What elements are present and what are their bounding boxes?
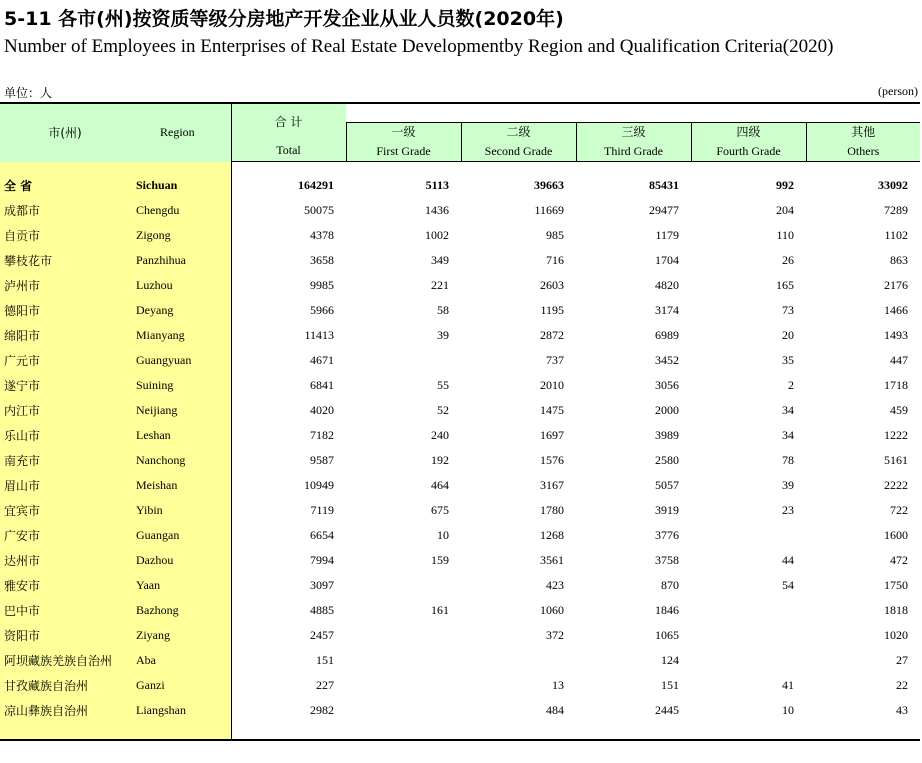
cell-fourth-grade: 20: [782, 328, 794, 342]
cell-fourth-grade: [691, 598, 806, 623]
cell-others: 7289: [884, 203, 908, 217]
cell-others: 863: [890, 253, 908, 267]
table-row: [0, 498, 920, 523]
region-name-cn: 乐山市: [0, 423, 130, 448]
table-row: [0, 598, 920, 623]
cell-third-grade: 124: [661, 653, 679, 667]
region-name-en: Bazhong: [130, 598, 231, 623]
table-row: [0, 373, 920, 398]
cell-third-grade: 85431: [649, 178, 679, 192]
cell-others: 1750: [884, 578, 908, 592]
header-grade-1-cn: 一级: [391, 125, 416, 139]
cell-first-grade: [346, 573, 461, 598]
cell-others: 1020: [884, 628, 908, 642]
cell-second-grade: 1268: [540, 528, 564, 542]
region-name-en: Nanchong: [130, 448, 231, 473]
region-name-en: Sichuan: [130, 173, 231, 198]
cell-total: 10949: [231, 473, 346, 498]
cell-third-grade: 3919: [655, 503, 679, 517]
table-row: [0, 248, 920, 273]
table-row: [0, 698, 920, 723]
cell-third-grade: 151: [661, 678, 679, 692]
cell-fourth-grade: 34: [782, 428, 794, 442]
table-row: [0, 623, 920, 648]
header-grade-3: [576, 123, 691, 162]
cell-fourth-grade: 41: [782, 678, 794, 692]
header-grade-4-cn: 四级: [736, 125, 761, 139]
cell-third-grade: 870: [661, 578, 679, 592]
region-name-cn: 巴中市: [0, 598, 130, 623]
cell-second-grade: 3167: [540, 478, 564, 492]
region-name-cn: 甘孜藏族自治州: [0, 673, 130, 698]
header-grade-3-en: Third Grade: [604, 144, 663, 158]
cell-others: 1718: [884, 378, 908, 392]
region-name-cn: 全 省: [0, 173, 130, 198]
cell-first-grade: 675: [431, 503, 449, 517]
cell-third-grade: 3452: [655, 353, 679, 367]
header-total: [231, 103, 346, 162]
cell-first-grade: 161: [431, 603, 449, 617]
cell-total: 5966: [231, 298, 346, 323]
cell-third-grade: 6989: [655, 328, 679, 342]
cell-total: 2982: [231, 698, 346, 723]
region-name-cn: 凉山彝族自治州: [0, 698, 130, 723]
cell-second-grade: 11669: [534, 203, 564, 217]
cell-fourth-grade: 34: [782, 403, 794, 417]
cell-first-grade: [346, 623, 461, 648]
cell-fourth-grade: 204: [776, 203, 794, 217]
region-name-cn: 宜宾市: [0, 498, 130, 523]
cell-second-grade: 484: [546, 703, 564, 717]
cell-first-grade: [346, 348, 461, 373]
region-name-cn: 眉山市: [0, 473, 130, 498]
cell-second-grade: 737: [546, 353, 564, 367]
cell-others: 459: [890, 403, 908, 417]
cell-total: 3097: [231, 573, 346, 598]
header-total-en: Total: [276, 143, 301, 157]
region-name-en: Chengdu: [130, 198, 231, 223]
table-row: [0, 398, 920, 423]
cell-first-grade: 464: [431, 478, 449, 492]
region-name-en: Neijiang: [130, 398, 231, 423]
cell-first-grade: 10: [437, 528, 449, 542]
cell-first-grade: 192: [431, 453, 449, 467]
cell-others: 22: [896, 678, 908, 692]
region-name-en: Guangyuan: [130, 348, 231, 373]
cell-others: 1818: [884, 603, 908, 617]
cell-first-grade: 349: [431, 253, 449, 267]
cell-total: 4378: [231, 223, 346, 248]
page-title-english: Number of Employees in Enterprises of Real Estate Developmentby Region and Qualification Criteria(2020): [4, 36, 834, 57]
region-name-en: Mianyang: [130, 323, 231, 348]
cell-total: 6841: [231, 373, 346, 398]
employees-table: [0, 102, 920, 741]
region-name-en: Yaan: [130, 573, 231, 598]
cell-total: 227: [231, 673, 346, 698]
cell-others: 33092: [878, 178, 908, 192]
cell-fourth-grade: [691, 648, 806, 673]
cell-first-grade: 58: [437, 303, 449, 317]
cell-fourth-grade: 10: [782, 703, 794, 717]
table-row: [0, 473, 920, 498]
cell-second-grade: 1780: [540, 503, 564, 517]
cell-others: 27: [896, 653, 908, 667]
cell-others: 2222: [884, 478, 908, 492]
cell-others: 722: [890, 503, 908, 517]
region-name-cn: 阿坝藏族羌族自治州: [0, 648, 130, 673]
cell-first-grade: 1002: [425, 228, 449, 242]
header-grade-other-cn: 其他: [851, 125, 876, 139]
cell-fourth-grade: 39: [782, 478, 794, 492]
cell-third-grade: 29477: [649, 203, 679, 217]
region-name-cn: 德阳市: [0, 298, 130, 323]
region-name-cn: 资阳市: [0, 623, 130, 648]
region-name-cn: 攀枝花市: [0, 248, 130, 273]
header-grade-2-cn: 二级: [506, 125, 531, 139]
region-name-en: Ziyang: [130, 623, 231, 648]
region-name-cn: 绵阳市: [0, 323, 130, 348]
header-grade-1-en: First Grade: [376, 144, 431, 158]
region-name-cn: 广安市: [0, 523, 130, 548]
cell-second-grade: 39663: [534, 178, 564, 192]
region-name-cn: 南充市: [0, 448, 130, 473]
cell-total: 7119: [231, 498, 346, 523]
cell-third-grade: 5057: [655, 478, 679, 492]
table-row: [0, 573, 920, 598]
cell-first-grade: 159: [431, 553, 449, 567]
cell-total: 4020: [231, 398, 346, 423]
table-row: [0, 423, 920, 448]
cell-third-grade: 2000: [655, 403, 679, 417]
cell-second-grade: [461, 648, 576, 673]
cell-third-grade: 1846: [655, 603, 679, 617]
table-row: [0, 548, 920, 573]
cell-first-grade: 55: [437, 378, 449, 392]
region-name-en: Aba: [130, 648, 231, 673]
cell-fourth-grade: 23: [782, 503, 794, 517]
cell-total: 7182: [231, 423, 346, 448]
page-title-chinese: 5-11 各市(州)按资质等级分房地产开发企业从业人员数(2020年): [4, 8, 564, 30]
header-total-cn: 合 计: [274, 115, 303, 129]
region-name-en: Guangan: [130, 523, 231, 548]
cell-others: 1222: [884, 428, 908, 442]
cell-third-grade: 1065: [655, 628, 679, 642]
cell-third-grade: 3056: [655, 378, 679, 392]
cell-others: 1102: [884, 228, 908, 242]
region-name-cn: 达州市: [0, 548, 130, 573]
header-region-en: Region: [130, 103, 231, 162]
table-row: [0, 523, 920, 548]
cell-third-grade: 2580: [655, 453, 679, 467]
cell-total: 50075: [231, 198, 346, 223]
header-grade-other-en: Others: [847, 144, 880, 158]
table-row: [0, 198, 920, 223]
cell-second-grade: 985: [546, 228, 564, 242]
table-body: [0, 162, 920, 741]
cell-total: 11413: [231, 323, 346, 348]
cell-fourth-grade: 26: [782, 253, 794, 267]
region-name-cn: 广元市: [0, 348, 130, 373]
header-grade-other: [806, 123, 920, 162]
region-name-en: Zigong: [130, 223, 231, 248]
cell-second-grade: 2010: [540, 378, 564, 392]
cell-third-grade: 3989: [655, 428, 679, 442]
cell-total: 164291: [231, 173, 346, 198]
header-grade-4: [691, 123, 806, 162]
cell-fourth-grade: 35: [782, 353, 794, 367]
region-name-cn: 遂宁市: [0, 373, 130, 398]
table-row: [0, 648, 920, 673]
cell-total: 6654: [231, 523, 346, 548]
cell-first-grade: 240: [431, 428, 449, 442]
cell-first-grade: 39: [437, 328, 449, 342]
region-name-cn: 内江市: [0, 398, 130, 423]
cell-fourth-grade: 110: [776, 228, 794, 242]
header-region-cn: 市(州): [0, 103, 130, 162]
cell-fourth-grade: 78: [782, 453, 794, 467]
region-name-cn: 自贡市: [0, 223, 130, 248]
cell-second-grade: 1060: [540, 603, 564, 617]
region-name-en: Leshan: [130, 423, 231, 448]
cell-others: 447: [890, 353, 908, 367]
table-row: [0, 273, 920, 298]
cell-third-grade: 3758: [655, 553, 679, 567]
cell-second-grade: 2872: [540, 328, 564, 342]
cell-fourth-grade: 165: [776, 278, 794, 292]
cell-others: 1600: [884, 528, 908, 542]
region-name-en: Meishan: [130, 473, 231, 498]
region-name-en: Yibin: [130, 498, 231, 523]
cell-fourth-grade: 54: [782, 578, 794, 592]
cell-third-grade: 1704: [655, 253, 679, 267]
cell-others: 43: [896, 703, 908, 717]
cell-others: 1466: [884, 303, 908, 317]
cell-second-grade: 3561: [540, 553, 564, 567]
table-row: [0, 348, 920, 373]
table-row: [0, 448, 920, 473]
header-grade-2: [461, 123, 576, 162]
unit-label-chinese: 单位：人: [4, 86, 53, 100]
header-grade-2-en: Second Grade: [484, 144, 553, 158]
cell-first-grade: [346, 648, 461, 673]
region-name-en: Luzhou: [130, 273, 231, 298]
cell-total: 4671: [231, 348, 346, 373]
cell-others: 472: [890, 553, 908, 567]
cell-second-grade: 372: [546, 628, 564, 642]
unit-label-english: (person): [878, 84, 918, 98]
cell-first-grade: [346, 673, 461, 698]
cell-fourth-grade: [691, 623, 806, 648]
region-name-en: Panzhihua: [130, 248, 231, 273]
table-row: [0, 323, 920, 348]
cell-fourth-grade: 2: [788, 378, 794, 392]
cell-first-grade: 221: [431, 278, 449, 292]
cell-fourth-grade: 73: [782, 303, 794, 317]
region-name-cn: 泸州市: [0, 273, 130, 298]
cell-first-grade: 52: [437, 403, 449, 417]
cell-third-grade: 3776: [655, 528, 679, 542]
region-name-en: Ganzi: [130, 673, 231, 698]
bottom-padding-row: [0, 723, 920, 740]
region-name-en: Deyang: [130, 298, 231, 323]
region-name-en: Suining: [130, 373, 231, 398]
header-grade-1: [346, 123, 461, 162]
cell-second-grade: 1697: [540, 428, 564, 442]
cell-first-grade: 5113: [425, 178, 449, 192]
cell-third-grade: 2445: [655, 703, 679, 717]
table-row-province-total: [0, 173, 920, 198]
cell-total: 3658: [231, 248, 346, 273]
cell-total: 7994: [231, 548, 346, 573]
cell-third-grade: 4820: [655, 278, 679, 292]
region-name-cn: 雅安市: [0, 573, 130, 598]
cell-fourth-grade: 44: [782, 553, 794, 567]
header-grade-4-en: Fourth Grade: [716, 144, 781, 158]
table-row: [0, 673, 920, 698]
cell-second-grade: 13: [552, 678, 564, 692]
region-name-cn: 成都市: [0, 198, 130, 223]
region-name-en: Dazhou: [130, 548, 231, 573]
cell-second-grade: 716: [546, 253, 564, 267]
cell-second-grade: 1576: [540, 453, 564, 467]
cell-second-grade: 2603: [540, 278, 564, 292]
cell-total: 2457: [231, 623, 346, 648]
cell-third-grade: 3174: [655, 303, 679, 317]
cell-fourth-grade: [691, 523, 806, 548]
cell-second-grade: 423: [546, 578, 564, 592]
cell-others: 2176: [884, 278, 908, 292]
data-table-container: [0, 102, 920, 741]
cell-first-grade: 1436: [425, 203, 449, 217]
cell-total: 151: [231, 648, 346, 673]
cell-fourth-grade: 992: [776, 178, 794, 192]
cell-second-grade: 1475: [540, 403, 564, 417]
cell-total: 9587: [231, 448, 346, 473]
cell-total: 9985: [231, 273, 346, 298]
cell-others: 1493: [884, 328, 908, 342]
cell-first-grade: [346, 698, 461, 723]
table-row: [0, 298, 920, 323]
cell-others: 5161: [884, 453, 908, 467]
cell-total: 4885: [231, 598, 346, 623]
header-grade-3-cn: 三级: [621, 125, 646, 139]
header-grade-spacer: [346, 103, 920, 123]
cell-second-grade: 1195: [540, 303, 564, 317]
table-row: [0, 223, 920, 248]
spacer-row: [0, 162, 920, 174]
cell-third-grade: 1179: [655, 228, 679, 242]
region-name-en: Liangshan: [130, 698, 231, 723]
